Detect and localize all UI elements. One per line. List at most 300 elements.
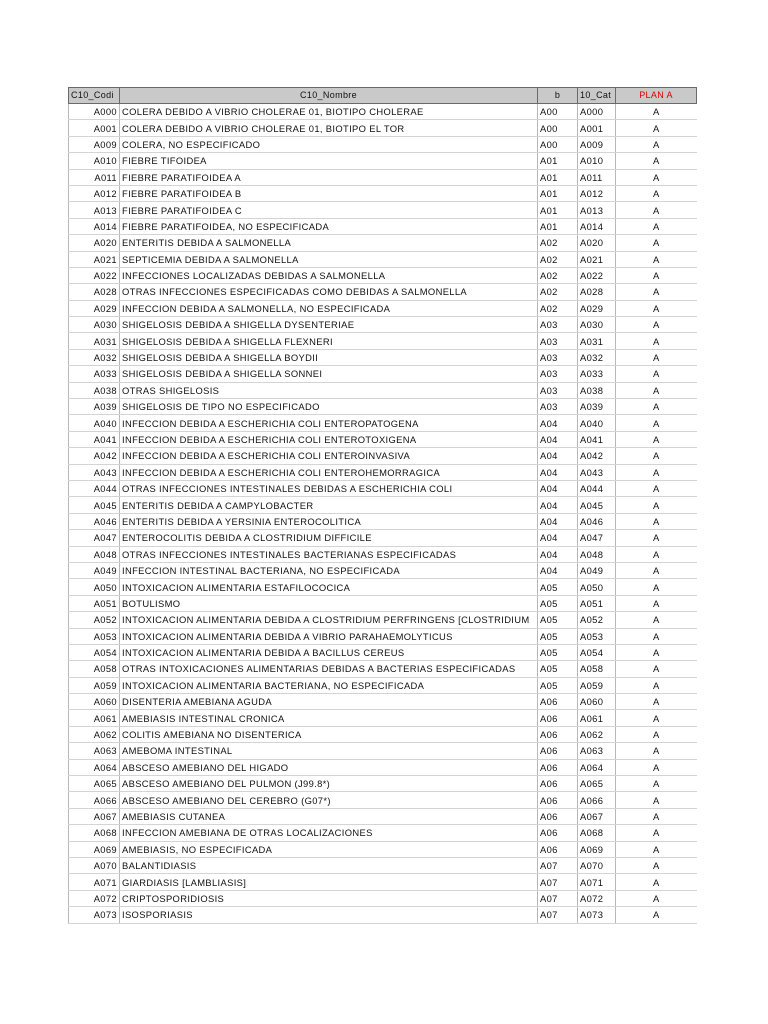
cell-cat: A000 (578, 104, 616, 120)
cell-code: A000 (69, 104, 120, 120)
cell-b: A03 (538, 317, 578, 333)
cell-plan: A (616, 562, 697, 578)
table-row (69, 464, 697, 480)
cell-code: A045 (69, 497, 120, 513)
cell-code: A043 (69, 464, 120, 480)
cell-code: A039 (69, 399, 120, 415)
cell-name: ABSCESO AMEBIANO DEL PULMON (J99.8*) (120, 776, 538, 792)
table-row (69, 317, 697, 333)
cell-cat: A072 (578, 890, 616, 906)
cell-b: A04 (538, 530, 578, 546)
cell-name: INFECCION AMEBIANA DE OTRAS LOCALIZACIONES (120, 825, 538, 841)
table-row (69, 284, 697, 300)
cell-code: A010 (69, 153, 120, 169)
cell-cat: A045 (578, 497, 616, 513)
cell-plan: A (616, 235, 697, 251)
cell-cat: A039 (578, 399, 616, 415)
cell-code: A032 (69, 349, 120, 365)
table-row (69, 546, 697, 562)
cell-code: A012 (69, 185, 120, 201)
cell-cat: A047 (578, 530, 616, 546)
cell-code: A029 (69, 300, 120, 316)
cell-b: A04 (538, 431, 578, 447)
cell-name: SHIGELOSIS DEBIDA A SHIGELLA SONNEI (120, 366, 538, 382)
cell-code: A041 (69, 431, 120, 447)
header-plan: PLAN A (616, 88, 697, 104)
cell-name: BOTULISMO (120, 595, 538, 611)
table-row (69, 333, 697, 349)
table-row (69, 349, 697, 365)
table-row (69, 218, 697, 234)
cell-plan: A (616, 579, 697, 595)
cell-plan: A (616, 776, 697, 792)
cell-name: COLERA DEBIDO A VIBRIO CHOLERAE 01, BIOTIPO EL TOR (120, 120, 538, 136)
cell-code: A047 (69, 530, 120, 546)
cell-cat: A061 (578, 710, 616, 726)
cell-name: INFECCIONES LOCALIZADAS DEBIDAS A SALMONELLA (120, 267, 538, 283)
cell-plan: A (616, 169, 697, 185)
cell-cat: A028 (578, 284, 616, 300)
cell-cat: A071 (578, 874, 616, 890)
cell-b: A07 (538, 857, 578, 873)
cell-code: A072 (69, 890, 120, 906)
cell-b: A03 (538, 333, 578, 349)
cell-plan: A (616, 759, 697, 775)
cell-plan: A (616, 399, 697, 415)
cell-plan: A (616, 792, 697, 808)
cell-b: A03 (538, 366, 578, 382)
cell-cat: A046 (578, 513, 616, 529)
cell-code: A064 (69, 759, 120, 775)
cell-name: FIEBRE PARATIFOIDEA C (120, 202, 538, 218)
cell-plan: A (616, 808, 697, 824)
cell-b: A02 (538, 300, 578, 316)
cell-b: A02 (538, 251, 578, 267)
cell-b: A01 (538, 185, 578, 201)
table-row (69, 136, 697, 152)
cell-plan: A (616, 857, 697, 873)
cell-cat: A052 (578, 612, 616, 628)
table-row (69, 743, 697, 759)
cell-name: OTRAS SHIGELOSIS (120, 382, 538, 398)
cell-name: SEPTICEMIA DEBIDA A SALMONELLA (120, 251, 538, 267)
cell-plan: A (616, 251, 697, 267)
cell-b: A04 (538, 562, 578, 578)
cell-cat: A029 (578, 300, 616, 316)
cell-name: INFECCION DEBIDA A ESCHERICHIA COLI ENTEROPATOGENA (120, 415, 538, 431)
cell-plan: A (616, 104, 697, 120)
cell-cat: A011 (578, 169, 616, 185)
cell-b: A06 (538, 825, 578, 841)
cell-plan: A (616, 890, 697, 906)
table-row (69, 874, 697, 890)
cell-code: A063 (69, 743, 120, 759)
cell-b: A03 (538, 382, 578, 398)
cell-name: INFECCION DEBIDA A ESCHERICHIA COLI ENTEROHEMORRAGICA (120, 464, 538, 480)
table-row (69, 480, 697, 496)
cell-b: A04 (538, 513, 578, 529)
cell-cat: A010 (578, 153, 616, 169)
cell-name: ENTERITIS DEBIDA A SALMONELLA (120, 235, 538, 251)
cell-plan: A (616, 153, 697, 169)
cell-plan: A (616, 480, 697, 496)
cell-cat: A064 (578, 759, 616, 775)
cell-name: FIEBRE TIFOIDEA (120, 153, 538, 169)
cell-cat: A050 (578, 579, 616, 595)
cell-b: A02 (538, 267, 578, 283)
cell-b: A07 (538, 890, 578, 906)
cell-plan: A (616, 497, 697, 513)
cell-cat: A032 (578, 349, 616, 365)
cell-code: A028 (69, 284, 120, 300)
cell-name: COLERA, NO ESPECIFICADO (120, 136, 538, 152)
icd10-table (68, 87, 697, 924)
cell-code: A051 (69, 595, 120, 611)
cell-b: A01 (538, 218, 578, 234)
cell-name: AMEBOMA INTESTINAL (120, 743, 538, 759)
cell-plan: A (616, 349, 697, 365)
cell-code: A053 (69, 628, 120, 644)
table-row (69, 202, 697, 218)
cell-name: SHIGELOSIS DEBIDA A SHIGELLA BOYDII (120, 349, 538, 365)
table-row (69, 825, 697, 841)
cell-plan: A (616, 874, 697, 890)
cell-name: CRIPTOSPORIDIOSIS (120, 890, 538, 906)
cell-b: A00 (538, 136, 578, 152)
cell-name: FIEBRE PARATIFOIDEA, NO ESPECIFICADA (120, 218, 538, 234)
cell-name: INFECCION INTESTINAL BACTERIANA, NO ESPECIFICADA (120, 562, 538, 578)
cell-plan: A (616, 202, 697, 218)
table-row (69, 267, 697, 283)
header-name: C10_Nombre (120, 88, 538, 104)
table-row (69, 251, 697, 267)
cell-cat: A073 (578, 907, 616, 923)
cell-name: ABSCESO AMEBIANO DEL HIGADO (120, 759, 538, 775)
cell-cat: A031 (578, 333, 616, 349)
cell-cat: A067 (578, 808, 616, 824)
cell-name: OTRAS INFECCIONES INTESTINALES DEBIDAS A ESCHERICHIA COLI (120, 480, 538, 496)
cell-b: A07 (538, 907, 578, 923)
table-row (69, 612, 697, 628)
cell-code: A065 (69, 776, 120, 792)
table-row (69, 513, 697, 529)
cell-cat: A014 (578, 218, 616, 234)
cell-code: A049 (69, 562, 120, 578)
cell-b: A06 (538, 743, 578, 759)
cell-code: A068 (69, 825, 120, 841)
cell-code: A031 (69, 333, 120, 349)
table-row (69, 628, 697, 644)
cell-code: A062 (69, 726, 120, 742)
table-row (69, 431, 697, 447)
cell-name: FIEBRE PARATIFOIDEA B (120, 185, 538, 201)
table-row (69, 857, 697, 873)
cell-b: A06 (538, 792, 578, 808)
cell-plan: A (616, 448, 697, 464)
cell-code: A069 (69, 841, 120, 857)
cell-name: FIEBRE PARATIFOIDEA A (120, 169, 538, 185)
table-body (69, 104, 697, 924)
cell-name: ENTEROCOLITIS DEBIDA A CLOSTRIDIUM DIFFICILE (120, 530, 538, 546)
cell-code: A014 (69, 218, 120, 234)
cell-plan: A (616, 185, 697, 201)
cell-plan: A (616, 612, 697, 628)
table-row (69, 661, 697, 677)
cell-name: INFECCION DEBIDA A ESCHERICHIA COLI ENTEROINVASIVA (120, 448, 538, 464)
cell-plan: A (616, 546, 697, 562)
cell-cat: A041 (578, 431, 616, 447)
cell-plan: A (616, 366, 697, 382)
cell-b: A05 (538, 579, 578, 595)
cell-plan: A (616, 677, 697, 693)
cell-name: INTOXICACION ALIMENTARIA ESTAFILOCOCICA (120, 579, 538, 595)
cell-plan: A (616, 694, 697, 710)
table-row (69, 595, 697, 611)
table-row (69, 530, 697, 546)
cell-cat: A048 (578, 546, 616, 562)
cell-name: AMEBIASIS, NO ESPECIFICADA (120, 841, 538, 857)
cell-code: A058 (69, 661, 120, 677)
table-row (69, 153, 697, 169)
cell-name: OTRAS INFECCIONES INTESTINALES BACTERIANAS ESPECIFICADAS (120, 546, 538, 562)
cell-b: A01 (538, 153, 578, 169)
cell-cat: A051 (578, 595, 616, 611)
cell-cat: A040 (578, 415, 616, 431)
table-row (69, 448, 697, 464)
cell-code: A060 (69, 694, 120, 710)
table-row (69, 710, 697, 726)
cell-cat: A060 (578, 694, 616, 710)
cell-cat: A020 (578, 235, 616, 251)
cell-b: A04 (538, 480, 578, 496)
table-row (69, 792, 697, 808)
table-row (69, 776, 697, 792)
cell-code: A042 (69, 448, 120, 464)
cell-b: A07 (538, 874, 578, 890)
cell-b: A03 (538, 399, 578, 415)
cell-name: GIARDIASIS [LAMBLIASIS] (120, 874, 538, 890)
cell-b: A06 (538, 776, 578, 792)
cell-b: A04 (538, 546, 578, 562)
cell-code: A009 (69, 136, 120, 152)
header-code: C10_Codi (69, 88, 120, 104)
cell-plan: A (616, 136, 697, 152)
cell-cat: A066 (578, 792, 616, 808)
table-row (69, 235, 697, 251)
cell-code: A044 (69, 480, 120, 496)
cell-cat: A068 (578, 825, 616, 841)
cell-name: INFECCION DEBIDA A SALMONELLA, NO ESPECIFICADA (120, 300, 538, 316)
cell-cat: A043 (578, 464, 616, 480)
cell-plan: A (616, 595, 697, 611)
cell-cat: A021 (578, 251, 616, 267)
cell-b: A05 (538, 661, 578, 677)
cell-name: COLERA DEBIDO A VIBRIO CHOLERAE 01, BIOTIPO CHOLERAE (120, 104, 538, 120)
cell-b: A06 (538, 694, 578, 710)
cell-b: A04 (538, 448, 578, 464)
cell-code: A022 (69, 267, 120, 283)
cell-code: A052 (69, 612, 120, 628)
cell-cat: A069 (578, 841, 616, 857)
cell-name: ABSCESO AMEBIANO DEL CEREBRO (G07*) (120, 792, 538, 808)
cell-cat: A012 (578, 185, 616, 201)
table-row (69, 366, 697, 382)
cell-name: DISENTERIA AMEBIANA AGUDA (120, 694, 538, 710)
cell-code: A059 (69, 677, 120, 693)
table-row (69, 562, 697, 578)
header-row (69, 88, 697, 104)
cell-code: A011 (69, 169, 120, 185)
cell-name: OTRAS INFECCIONES ESPECIFICADAS COMO DEBIDAS A SALMONELLA (120, 284, 538, 300)
cell-b: A02 (538, 284, 578, 300)
cell-name: INTOXICACION ALIMENTARIA DEBIDA A CLOSTRIDIUM PERFRINGENS [CLOSTRIDIUM (120, 612, 538, 628)
cell-code: A001 (69, 120, 120, 136)
cell-cat: A063 (578, 743, 616, 759)
cell-name: SHIGELOSIS DE TIPO NO ESPECIFICADO (120, 399, 538, 415)
cell-b: A00 (538, 120, 578, 136)
cell-b: A01 (538, 202, 578, 218)
cell-b: A06 (538, 759, 578, 775)
cell-plan: A (616, 644, 697, 660)
cell-cat: A033 (578, 366, 616, 382)
cell-code: A054 (69, 644, 120, 660)
cell-name: SHIGELOSIS DEBIDA A SHIGELLA FLEXNERI (120, 333, 538, 349)
cell-b: A00 (538, 104, 578, 120)
cell-cat: A013 (578, 202, 616, 218)
table-row (69, 726, 697, 742)
cell-cat: A022 (578, 267, 616, 283)
cell-cat: A030 (578, 317, 616, 333)
cell-cat: A038 (578, 382, 616, 398)
table-row (69, 808, 697, 824)
table-row (69, 120, 697, 136)
header-b: b (538, 88, 578, 104)
table-row (69, 579, 697, 595)
cell-name: COLITIS AMEBIANA NO DISENTERICA (120, 726, 538, 742)
cell-b: A05 (538, 628, 578, 644)
cell-b: A05 (538, 612, 578, 628)
cell-code: A021 (69, 251, 120, 267)
cell-b: A03 (538, 349, 578, 365)
table-row (69, 104, 697, 120)
cell-cat: A053 (578, 628, 616, 644)
cell-code: A050 (69, 579, 120, 595)
cell-name: AMEBIASIS INTESTINAL CRONICA (120, 710, 538, 726)
cell-plan: A (616, 530, 697, 546)
cell-b: A01 (538, 169, 578, 185)
cell-name: INTOXICACION ALIMENTARIA BACTERIANA, NO ESPECIFICADA (120, 677, 538, 693)
cell-plan: A (616, 464, 697, 480)
cell-plan: A (616, 415, 697, 431)
table-row (69, 497, 697, 513)
cell-name: BALANTIDIASIS (120, 857, 538, 873)
cell-cat: A065 (578, 776, 616, 792)
cell-name: ENTERITIS DEBIDA A CAMPYLOBACTER (120, 497, 538, 513)
table-row (69, 382, 697, 398)
cell-code: A046 (69, 513, 120, 529)
cell-code: A033 (69, 366, 120, 382)
cell-b: A04 (538, 497, 578, 513)
cell-plan: A (616, 825, 697, 841)
table-row (69, 415, 697, 431)
header-cat: 10_Cat (578, 88, 616, 104)
cell-plan: A (616, 284, 697, 300)
cell-plan: A (616, 431, 697, 447)
cell-plan: A (616, 513, 697, 529)
cell-cat: A062 (578, 726, 616, 742)
table-row (69, 399, 697, 415)
cell-name: INFECCION DEBIDA A ESCHERICHIA COLI ENTEROTOXIGENA (120, 431, 538, 447)
cell-cat: A044 (578, 480, 616, 496)
cell-b: A02 (538, 235, 578, 251)
cell-plan: A (616, 267, 697, 283)
cell-cat: A054 (578, 644, 616, 660)
cell-cat: A049 (578, 562, 616, 578)
cell-plan: A (616, 382, 697, 398)
cell-b: A06 (538, 841, 578, 857)
cell-code: A073 (69, 907, 120, 923)
cell-cat: A001 (578, 120, 616, 136)
cell-code: A070 (69, 857, 120, 873)
cell-plan: A (616, 218, 697, 234)
cell-code: A066 (69, 792, 120, 808)
cell-name: ISOSPORIASIS (120, 907, 538, 923)
cell-code: A040 (69, 415, 120, 431)
cell-code: A038 (69, 382, 120, 398)
cell-b: A06 (538, 808, 578, 824)
cell-b: A05 (538, 644, 578, 660)
cell-plan: A (616, 907, 697, 923)
cell-name: INTOXICACION ALIMENTARIA DEBIDA A VIBRIO PARAHAEMOLYTICUS (120, 628, 538, 644)
cell-plan: A (616, 300, 697, 316)
cell-plan: A (616, 661, 697, 677)
cell-cat: A058 (578, 661, 616, 677)
cell-name: OTRAS INTOXICACIONES ALIMENTARIAS DEBIDAS A BACTERIAS ESPECIFICADAS (120, 661, 538, 677)
cell-b: A05 (538, 677, 578, 693)
cell-b: A05 (538, 595, 578, 611)
cell-cat: A059 (578, 677, 616, 693)
cell-code: A071 (69, 874, 120, 890)
cell-cat: A042 (578, 448, 616, 464)
cell-plan: A (616, 841, 697, 857)
cell-b: A04 (538, 464, 578, 480)
table-row (69, 890, 697, 906)
cell-code: A030 (69, 317, 120, 333)
cell-plan: A (616, 743, 697, 759)
cell-b: A06 (538, 710, 578, 726)
table-row (69, 169, 697, 185)
table-row (69, 300, 697, 316)
cell-plan: A (616, 333, 697, 349)
cell-plan: A (616, 120, 697, 136)
table-row (69, 841, 697, 857)
cell-plan: A (616, 628, 697, 644)
table-row (69, 907, 697, 923)
cell-name: ENTERITIS DEBIDA A YERSINIA ENTEROCOLITICA (120, 513, 538, 529)
cell-b: A06 (538, 726, 578, 742)
cell-plan: A (616, 726, 697, 742)
cell-name: INTOXICACION ALIMENTARIA DEBIDA A BACILLUS CEREUS (120, 644, 538, 660)
cell-code: A048 (69, 546, 120, 562)
cell-name: AMEBIASIS CUTANEA (120, 808, 538, 824)
cell-plan: A (616, 317, 697, 333)
cell-name: SHIGELOSIS DEBIDA A SHIGELLA DYSENTERIAE (120, 317, 538, 333)
cell-cat: A009 (578, 136, 616, 152)
table-row (69, 677, 697, 693)
cell-code: A061 (69, 710, 120, 726)
table-row (69, 694, 697, 710)
cell-code: A067 (69, 808, 120, 824)
